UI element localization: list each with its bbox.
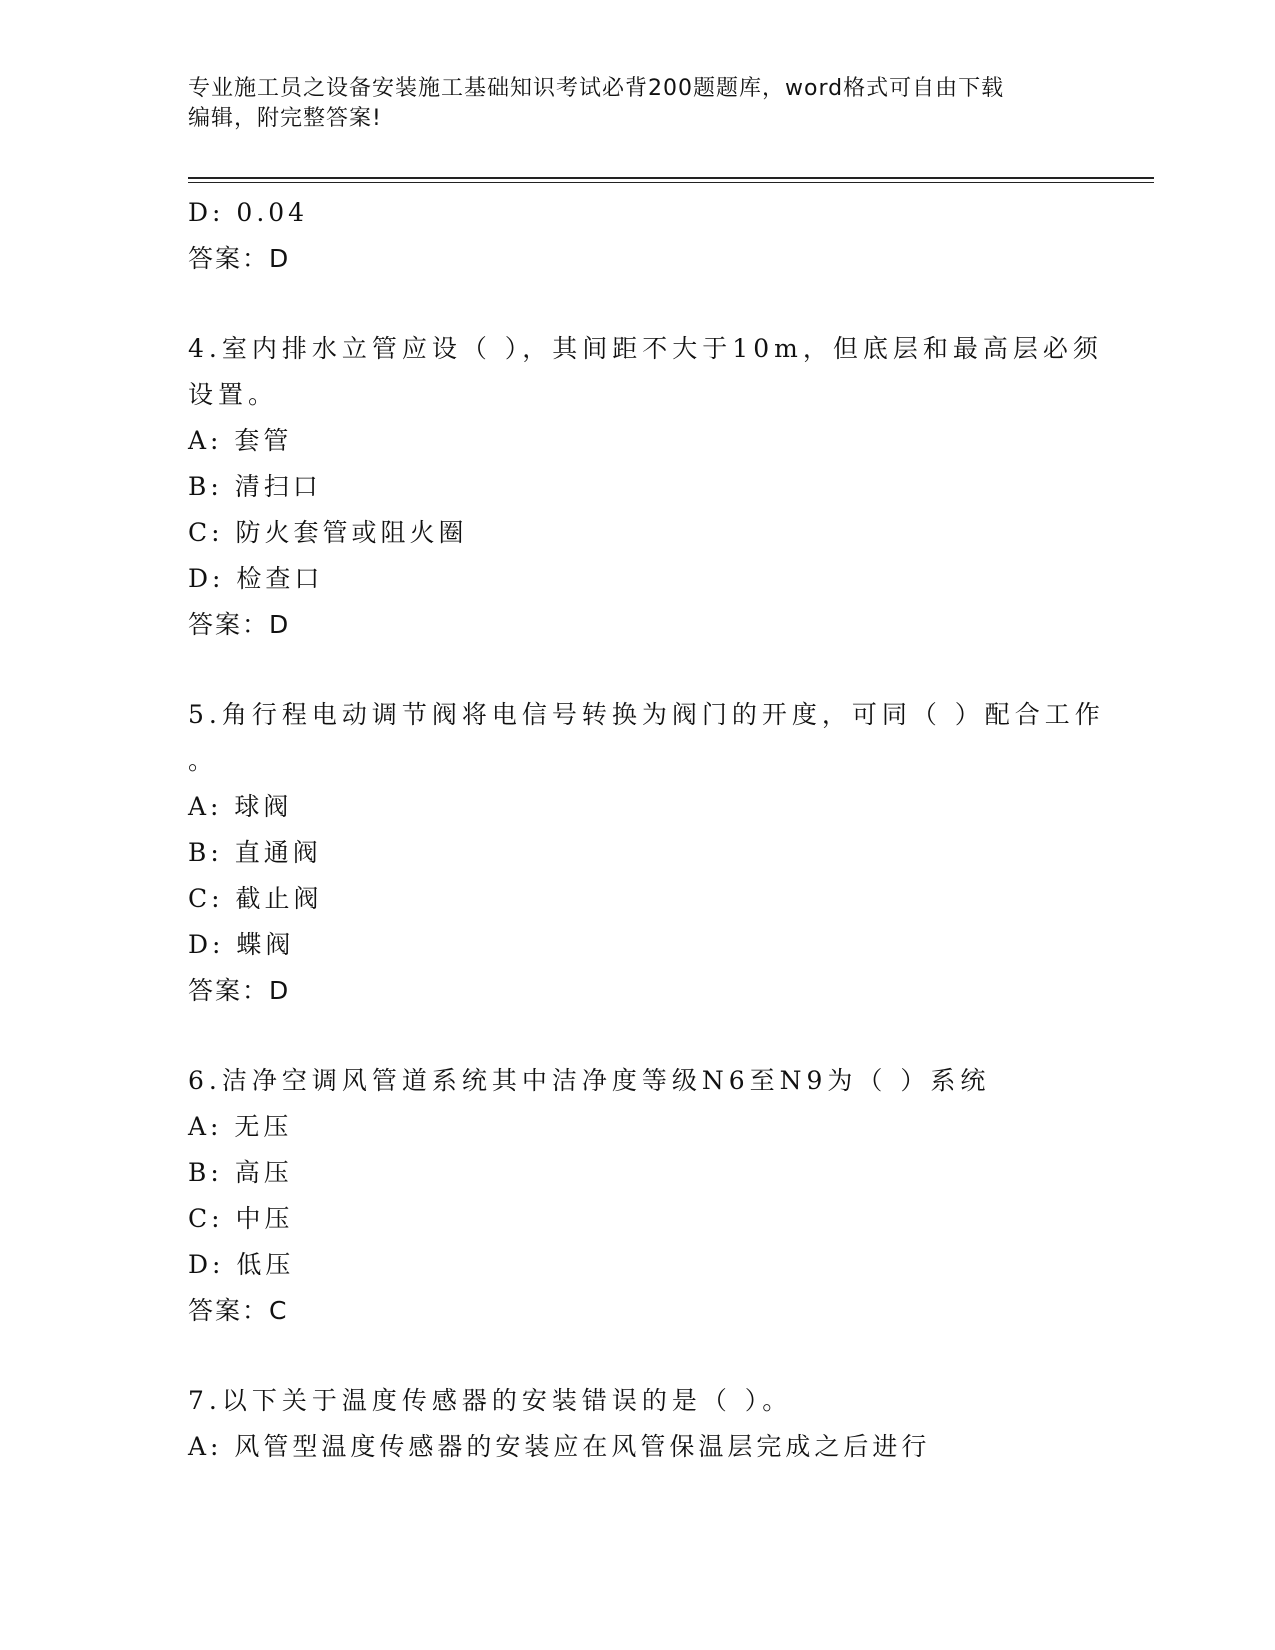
header-divider-thick (188, 177, 1154, 179)
option-c: C: 防火套管或阻火圈 (188, 518, 468, 547)
question-stem-line: 5.角行程电动调节阀将电信号转换为阀门的开度，可同（ ）配合工作 (188, 700, 1105, 729)
question-stem-line: 7.以下关于温度传感器的安装错误的是（ ）。 (188, 1386, 793, 1415)
question-7 (188, 1378, 1088, 1470)
header-title-line-2: 编辑，附完整答案! (188, 106, 382, 131)
question-4 (188, 326, 1103, 648)
answer-line: 答案：C (188, 1296, 289, 1325)
answer-line: 答案：D (188, 976, 291, 1005)
question-spacer (188, 1334, 1088, 1378)
option-a: A: 套管 (188, 426, 293, 455)
option-b: B: 清扫口 (188, 472, 322, 501)
question-stem-line: 。 (188, 746, 219, 775)
answer-line: 答案：D (188, 244, 291, 273)
question-6 (188, 1058, 1088, 1334)
question-stem-line: 6.洁净空调风管道系统其中洁净度等级N6至N9为（ ）系统 (188, 1066, 991, 1095)
carryover-question (188, 190, 1088, 282)
option-d: D: 0.04 (188, 198, 309, 227)
option-d: D: 蝶阀 (188, 930, 295, 959)
page-header (188, 74, 1088, 134)
option-d: D: 检查口 (188, 564, 324, 593)
question-stem-line: 设置。 (188, 380, 279, 409)
option-a: A: 风管型温度传感器的安装应在风管保温层完成之后进行 (188, 1432, 931, 1461)
question-list (188, 190, 1105, 1470)
option-c: C: 中压 (188, 1204, 294, 1233)
option-b: B: 直通阀 (188, 838, 322, 867)
question-stem-line: 4.室内排水立管应设（ ），其间距不大于10m，但底层和最高层必须 (188, 334, 1103, 363)
header-divider-thin (188, 182, 1154, 183)
option-a: A: 球阀 (188, 792, 293, 821)
option-b: B: 高压 (188, 1158, 293, 1187)
answer-line: 答案：D (188, 610, 291, 639)
question-spacer (188, 282, 1088, 326)
option-a: A: 无压 (188, 1112, 293, 1141)
question-spacer (188, 648, 1088, 692)
question-5 (188, 692, 1105, 1014)
option-c: C: 截止阀 (188, 884, 323, 913)
question-spacer (188, 1014, 1088, 1058)
option-d: D: 低压 (188, 1250, 295, 1279)
header-title-line-1: 专业施工员之设备安装施工基础知识考试必背200题题库，word格式可自由下载 (188, 76, 1005, 101)
